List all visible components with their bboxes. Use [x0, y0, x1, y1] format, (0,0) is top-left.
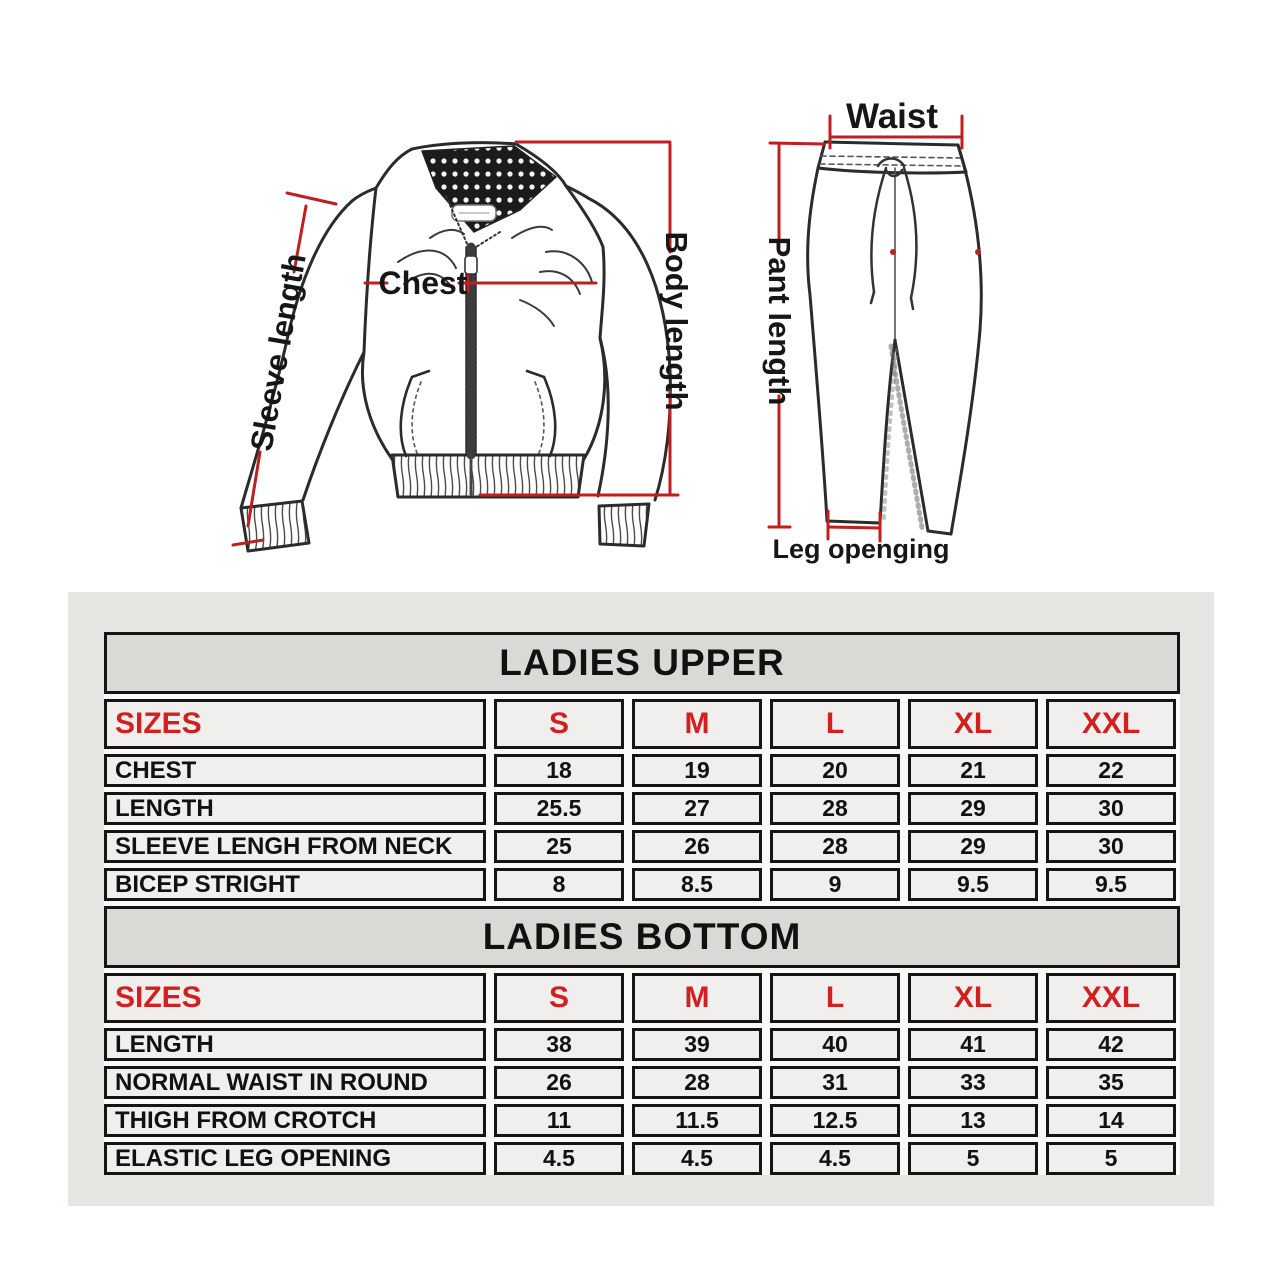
- size-value-cell: 30: [1046, 830, 1176, 863]
- waistband: [825, 142, 958, 145]
- size-value-cell: 4.5: [494, 1142, 624, 1175]
- size-value-cell: 14: [1046, 1104, 1176, 1137]
- chest-label: Chest: [378, 265, 468, 301]
- size-value-cell: 27: [632, 792, 762, 825]
- pockets: [401, 371, 555, 456]
- sizes-header-label: SIZES: [104, 973, 486, 1023]
- size-header-cell: M: [632, 973, 762, 1023]
- garment-line-art: [0, 0, 1280, 600]
- size-value-cell: 42: [1046, 1028, 1176, 1061]
- table-data-row: [104, 792, 1180, 825]
- sizes-header-label: SIZES: [104, 699, 486, 749]
- size-value-cell: 11.5: [632, 1104, 762, 1137]
- size-value-cell: 4.5: [770, 1142, 900, 1175]
- size-header-cell: XXL: [1046, 699, 1176, 749]
- size-value-cell: 9.5: [908, 868, 1038, 901]
- size-value-cell: 13: [908, 1104, 1038, 1137]
- drawstring: [871, 159, 916, 310]
- size-value-cell: 35: [1046, 1066, 1176, 1099]
- size-value-cell: 28: [632, 1066, 762, 1099]
- size-table: [104, 632, 1180, 1175]
- size-value-cell: 19: [632, 754, 762, 787]
- size-header-cell: L: [770, 973, 900, 1023]
- row-label-cell: THIGH FROM CROTCH: [104, 1104, 486, 1137]
- row-label-cell: BICEP STRIGHT: [104, 868, 486, 901]
- pant-length-label: Pant length: [762, 236, 798, 406]
- table-header-row: [104, 973, 1180, 1023]
- size-value-cell: 26: [632, 830, 762, 863]
- size-value-cell: 29: [908, 830, 1038, 863]
- jacket-drawing: [241, 143, 670, 551]
- size-value-cell: 9: [770, 868, 900, 901]
- table-data-row: [104, 1104, 1180, 1137]
- body-length-label: Body length: [659, 231, 695, 411]
- table-data-row: [104, 754, 1180, 787]
- size-value-cell: 38: [494, 1028, 624, 1061]
- row-label-cell: SLEEVE LENGH FROM NECK: [104, 830, 486, 863]
- leg-opening-label: Leg openging: [772, 534, 950, 564]
- size-value-cell: 33: [908, 1066, 1038, 1099]
- size-value-cell: 28: [770, 792, 900, 825]
- table-data-row: [104, 868, 1180, 901]
- row-label-cell: LENGTH: [104, 1028, 486, 1061]
- size-header-cell: XL: [908, 973, 1038, 1023]
- size-value-cell: 21: [908, 754, 1038, 787]
- size-value-cell: 26: [494, 1066, 624, 1099]
- size-value-cell: 18: [494, 754, 624, 787]
- row-label-cell: ELASTIC LEG OPENING: [104, 1142, 486, 1175]
- size-value-cell: 4.5: [632, 1142, 762, 1175]
- size-value-cell: 25: [494, 830, 624, 863]
- table-title: LADIES BOTTOM: [104, 906, 1180, 968]
- table-data-row: [104, 1028, 1180, 1061]
- size-value-cell: 22: [1046, 754, 1176, 787]
- size-tables-panel: [68, 592, 1214, 1206]
- table-banner-row: [104, 906, 1180, 968]
- size-value-cell: 8: [494, 868, 624, 901]
- size-value-cell: 29: [908, 792, 1038, 825]
- size-header-cell: L: [770, 699, 900, 749]
- size-header-cell: M: [632, 699, 762, 749]
- size-value-cell: 5: [1046, 1142, 1176, 1175]
- table-header-row: [104, 699, 1180, 749]
- table-data-row: [104, 1142, 1180, 1175]
- pants-drawing: [808, 142, 982, 534]
- waist-label: Waist: [845, 97, 939, 136]
- size-value-cell: 20: [770, 754, 900, 787]
- size-value-cell: 25.5: [494, 792, 624, 825]
- hem-band: [392, 455, 584, 497]
- pants-measure-lines: [769, 116, 981, 541]
- right-cuff: [599, 504, 649, 546]
- table-data-row: [104, 1066, 1180, 1099]
- size-header-cell: XL: [908, 699, 1038, 749]
- row-label-cell: LENGTH: [104, 792, 486, 825]
- size-value-cell: 31: [770, 1066, 900, 1099]
- size-value-cell: 5: [908, 1142, 1038, 1175]
- size-header-cell: XXL: [1046, 973, 1176, 1023]
- zipper: [446, 196, 500, 496]
- row-label-cell: CHEST: [104, 754, 486, 787]
- size-header-cell: S: [494, 973, 624, 1023]
- table-data-row: [104, 830, 1180, 863]
- size-value-cell: 12.5: [770, 1104, 900, 1137]
- size-value-cell: 30: [1046, 792, 1176, 825]
- table-title: LADIES UPPER: [104, 632, 1180, 694]
- size-value-cell: 11: [494, 1104, 624, 1137]
- size-header-cell: S: [494, 699, 624, 749]
- size-value-cell: 39: [632, 1028, 762, 1061]
- row-label-cell: NORMAL WAIST IN ROUND: [104, 1066, 486, 1099]
- size-value-cell: 41: [908, 1028, 1038, 1061]
- table-banner-row: [104, 632, 1180, 694]
- size-value-cell: 40: [770, 1028, 900, 1061]
- size-value-cell: 9.5: [1046, 868, 1176, 901]
- sleeve-length-label: Sleeve length: [243, 250, 313, 454]
- size-value-cell: 28: [770, 830, 900, 863]
- size-value-cell: 8.5: [632, 868, 762, 901]
